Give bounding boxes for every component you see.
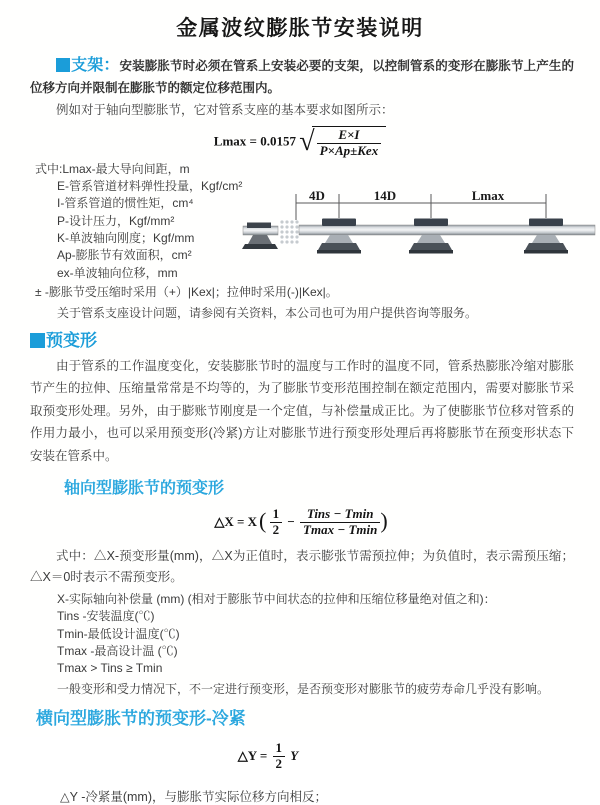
support-example-line: 例如对于轴向型膨胀节，它对管系支座的基本要求如图所示： <box>56 103 394 117</box>
predeform-section-heading <box>30 331 600 352</box>
lateral-subheading: 横向型膨胀节的预变形-冷紧 <box>36 708 246 728</box>
definition-line: E-管系管道材料弹性投量，Kgf/cm² <box>57 179 243 194</box>
definition-line: I-管系管道的惯性矩，cm⁴ <box>57 196 194 211</box>
lmax-formula-denominator: P×Ap±Kex <box>319 142 379 158</box>
axial-formula <box>0 507 600 538</box>
radical-body <box>312 126 387 159</box>
axial-note-deltaX: 式中：△X-预变形量(mm)，△X为正值时，表示膨张节需预拉伸；为负值时，表示需预压缩；△X＝0时表示不需预变形。 <box>30 548 574 584</box>
axial-general-note: 一般变形和受力情况下，不一定进行预变形，是否预变形对膨胀节的疲劳寿命几乎没有影响。 <box>57 681 550 696</box>
dim-label-14d: 14D <box>373 187 397 203</box>
anchor-clamp <box>247 222 271 228</box>
support-intro-text: 安装膨胀节时必须在管系上安装必要的支架，以控制管系的变形在膨胀节上产生的位移方向并限制在膨胀节的额定位移范围内。 <box>30 59 574 95</box>
temp-inequality: Tmax > Tins ≥ Tmin <box>57 661 163 676</box>
section-marker-icon <box>56 58 70 72</box>
support-heading: 支架： <box>71 57 120 74</box>
lateral-formula <box>0 741 600 772</box>
support-paragraph <box>30 55 574 99</box>
anchor-pedestal <box>248 235 272 244</box>
pipe-support-2 <box>409 218 453 253</box>
close-paren: ) <box>380 508 388 534</box>
anchor-base <box>242 244 278 249</box>
lateral-formula-lhs: △Y = <box>237 748 268 764</box>
temp-line-tins: Tins -安装温度(℃) <box>57 609 155 624</box>
lateral-frac-den: 2 <box>275 755 283 771</box>
definition-line: P-设计压力，Kgf/mm² <box>57 213 175 228</box>
definition-line: Ap-膨胀节有效面积，cm² <box>57 248 192 263</box>
plus-minus-note: ± -膨胀节受压缩时采用（+）|Kex|；拉伸时采用(-)|Kex|。 <box>35 284 338 299</box>
lmax-formula-lhs: Lmax = 0.0157 <box>213 133 296 149</box>
axial-frac2-num: Tins − Tmin <box>300 507 380 523</box>
definition-line: ex-单波轴向位移，mm <box>57 265 178 280</box>
lmax-formula-numerator: E×I <box>317 128 382 144</box>
predeform-body: 由于管系的工作温度变化，安装膨胀节时的温度与工作时的温度不同，管系热膨胀冷缩对膨胀节产生的拉伸、压缩量常常是不均等的，为了膨胀节变形范围控制在额定范围内，需要对膨胀节采取预变形处理。另外，由于膨账节刚度是一个定值，与补偿量成正比。为了使膨胀节位移对管系的作用力最小，也可以采用预变形(冷紧)方让对膨胀节进行预变形处理后再将膨胀节在预变形状态下安装在管系中。 <box>30 358 574 463</box>
pipe-support-diagram <box>241 185 597 285</box>
temp-line-tmin: Tmin-最低设计温度(℃) <box>57 626 180 641</box>
lmax-formula <box>0 126 600 159</box>
bellows-section <box>279 220 299 244</box>
axial-frac1-den: 2 <box>272 521 280 537</box>
pipe-body <box>299 225 595 235</box>
lateral-frac-num: 1 <box>273 741 286 757</box>
dim-label-lmax: Lmax <box>471 187 505 203</box>
definition-line: 式中:Lmax-最大导向间距，m <box>35 161 190 176</box>
axial-formula-lhs: △X = X <box>214 514 258 530</box>
axial-subheading: 轴向型膨胀节的预变形 <box>64 479 225 497</box>
axial-frac2-den: Tmax − Tmin <box>303 521 378 537</box>
minus-sign: − <box>287 514 295 530</box>
radical-sign: √ <box>299 126 315 158</box>
section-marker-icon <box>30 333 45 348</box>
axial-frac1-num: 1 <box>270 507 283 523</box>
service-note: 关于管系支座设计问题，请参阅有关资料，本公司也可为用户提供咨询等服务。 <box>57 305 478 320</box>
axial-note-X: X-实际轴向补偿量 (mm) (相对于膨胀节中间状态的拉伸和压缩位移量绝对值之和)： <box>57 591 496 606</box>
pipe-support-3 <box>524 218 568 253</box>
lateral-note: △Y -冷紧量(mm)，与膨胀节实际位移方向相反； <box>60 789 328 804</box>
open-paren: ( <box>259 508 267 534</box>
pipe-support-1 <box>317 218 361 253</box>
page-title: 金属波纹膨胀节安装说明 <box>176 17 424 40</box>
dim-label-4d: 4D <box>309 187 325 203</box>
predeform-heading-text: 预变形 <box>46 330 97 350</box>
definitions-and-diagram <box>35 161 600 282</box>
temp-line-tmax: Tmax -最高设计温 (℃) <box>57 644 178 658</box>
definition-line: K-单波轴向刚度；Kgf/mm <box>57 231 195 246</box>
lateral-formula-rhs: Y <box>290 748 299 764</box>
